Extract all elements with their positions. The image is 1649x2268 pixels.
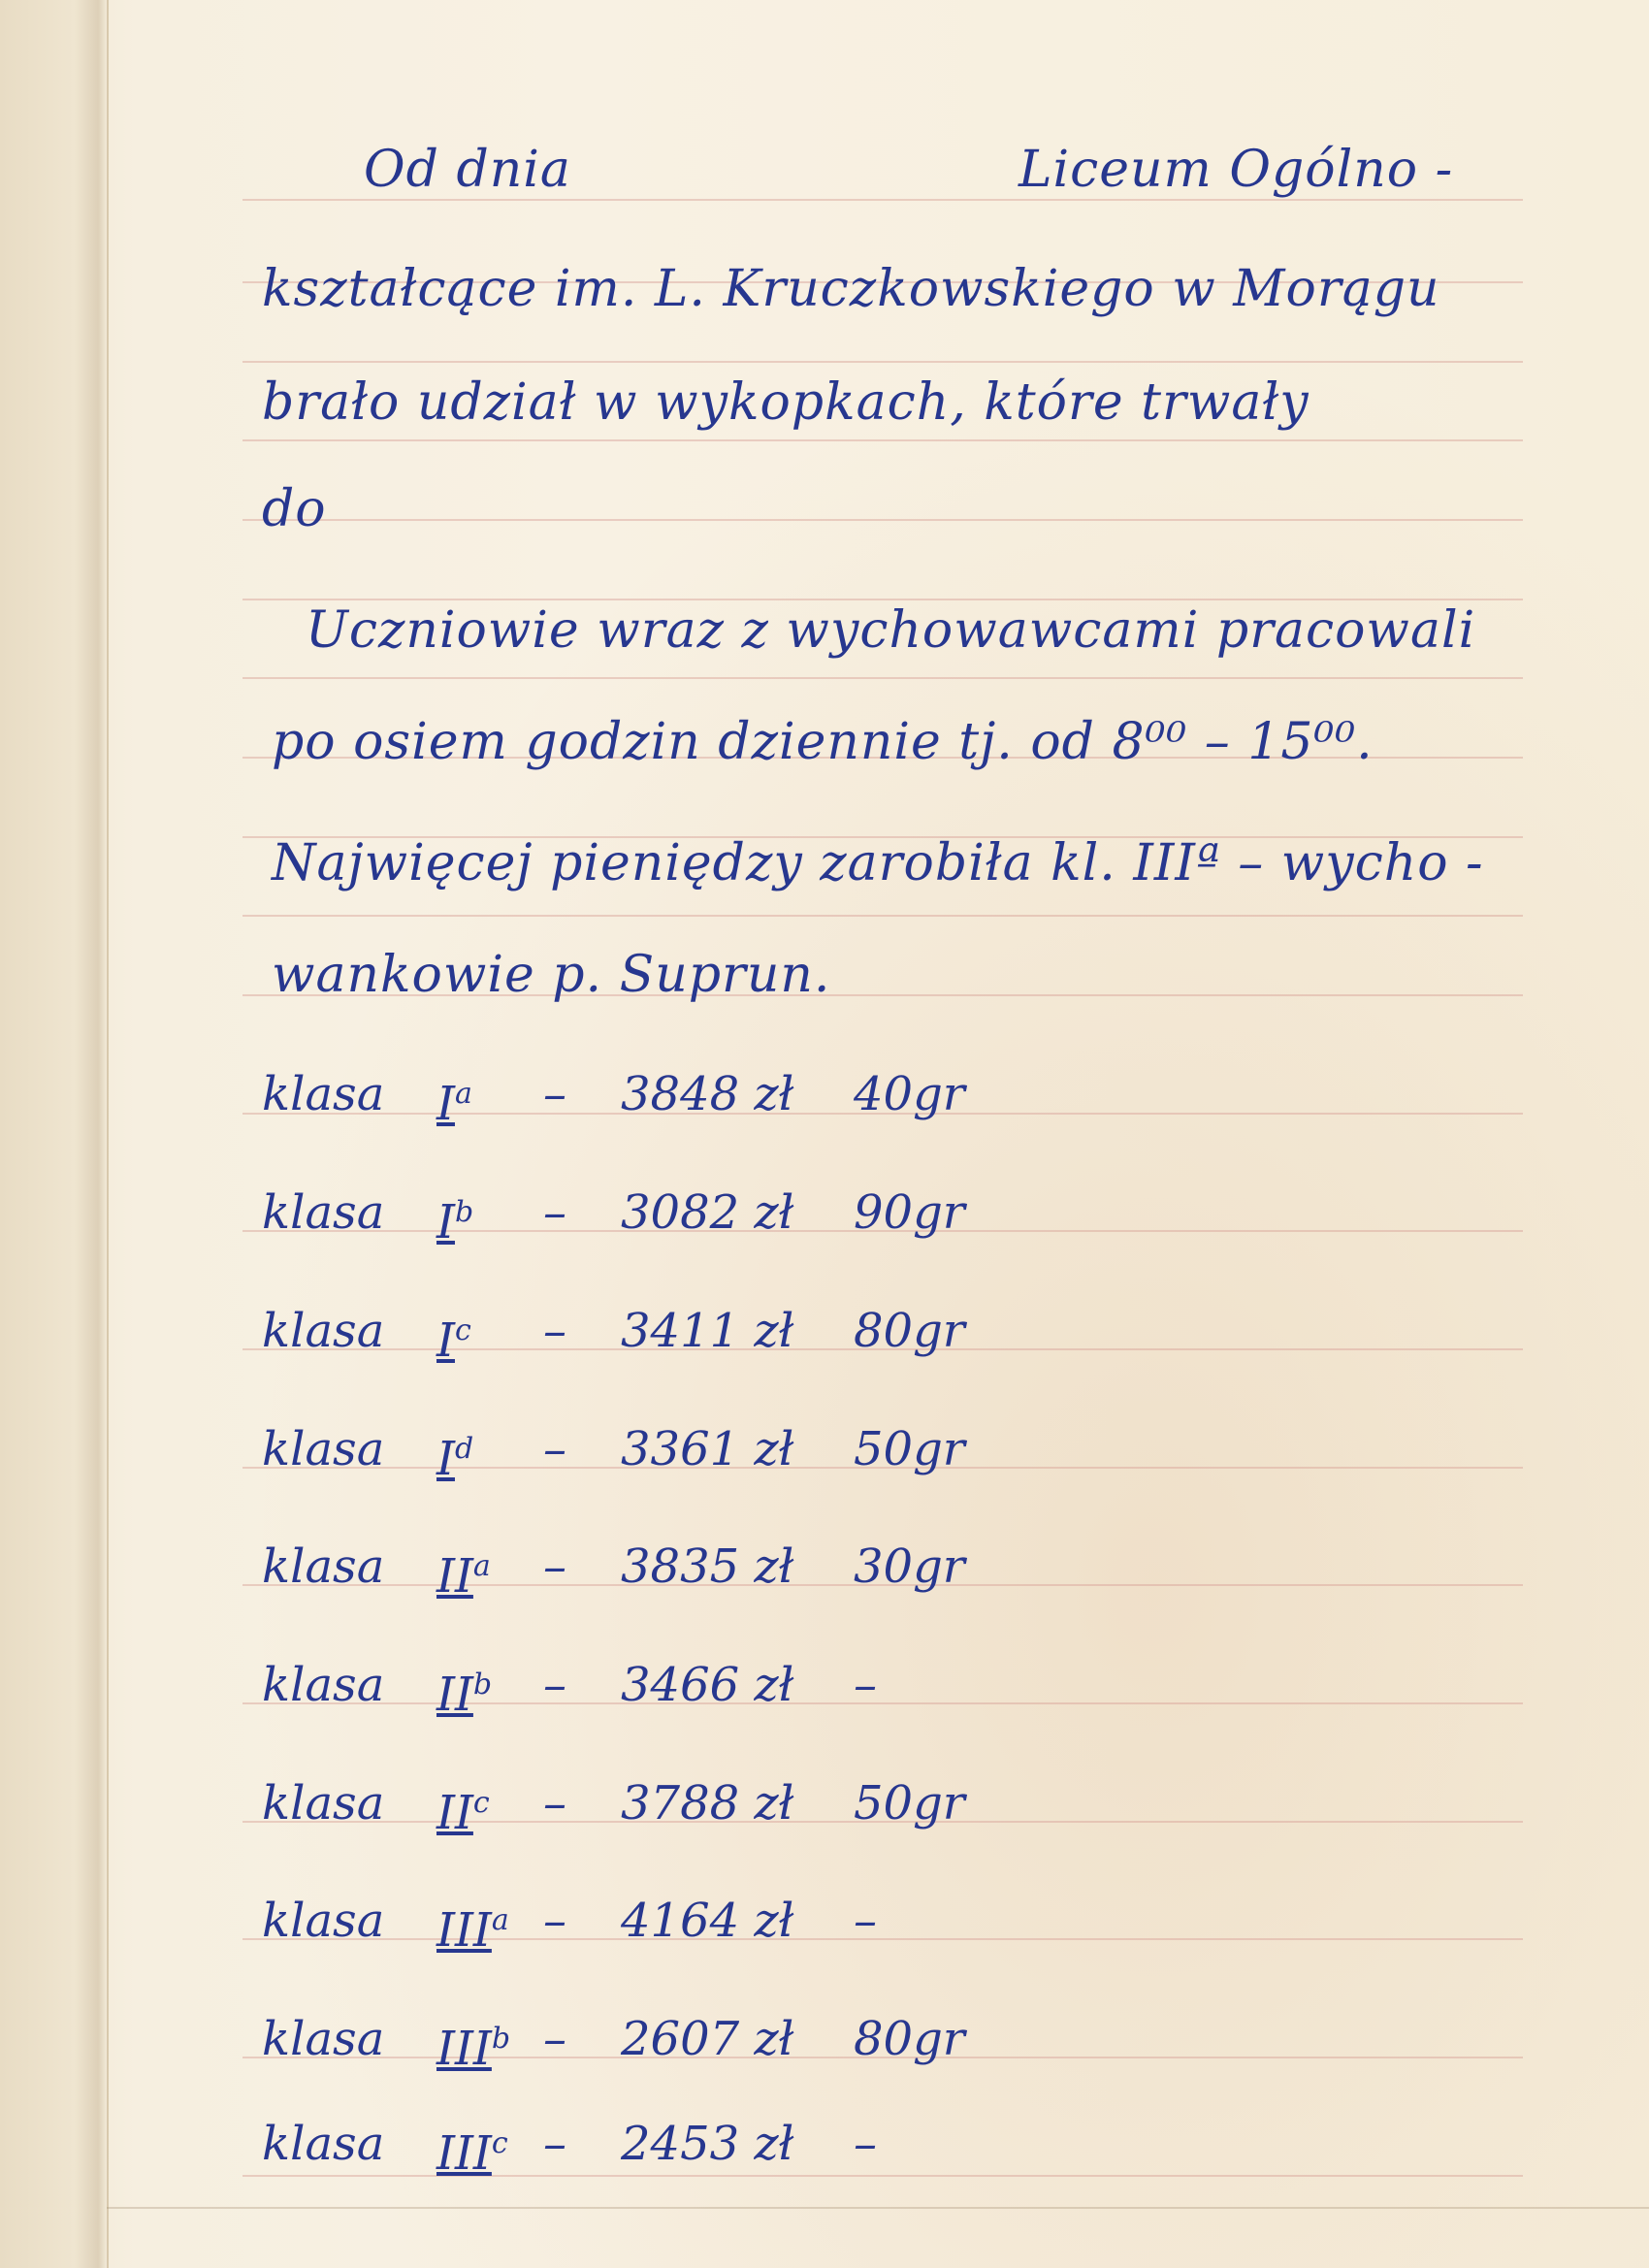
row-dash: –	[543, 1422, 566, 1476]
row-grosze: –	[854, 2117, 877, 2171]
para1-line4: do	[262, 480, 327, 538]
ruled-line	[242, 677, 1523, 679]
page-bottom-edge	[107, 2207, 1649, 2209]
para1-line1-left: Od dnia	[364, 141, 571, 199]
row-zloty: 3082 zł	[621, 1185, 794, 1240]
ruled-line	[242, 2175, 1523, 2177]
row-zloty: 2607 zł	[621, 2012, 794, 2066]
row-label: klasa	[262, 2012, 385, 2066]
row-label: klasa	[262, 1539, 385, 1594]
row-grosze: –	[854, 1894, 877, 1948]
row-zloty: 3835 zł	[621, 1539, 794, 1594]
row-dash: –	[543, 2012, 566, 2066]
row-grosze: 40gr	[854, 1067, 965, 1121]
para1-line3: brało udział w wykopkach, które trwały	[262, 373, 1310, 432]
row-zloty: 3361 zł	[621, 1422, 794, 1476]
row-grosze: 30gr	[854, 1539, 965, 1594]
row-label: klasa	[262, 1776, 385, 1831]
ruled-line	[242, 439, 1523, 441]
row-zloty: 4164 zł	[621, 1894, 794, 1948]
row-dash: –	[543, 1658, 566, 1712]
ruled-line	[242, 1938, 1523, 1940]
row-dash: –	[543, 1776, 566, 1831]
row-label: klasa	[262, 1894, 385, 1948]
row-dash: –	[543, 1067, 566, 1121]
para2-line4: wankowie p. Suprun.	[272, 946, 831, 1004]
para2-line3: Najwięcej pieniędzy zarobiła kl. IIIª – wycho -	[272, 834, 1484, 892]
row-class: III$^c$	[436, 2126, 508, 2181]
row-label: klasa	[262, 1067, 385, 1121]
row-class: $I^d$	[436, 1432, 474, 1486]
row-class: $II^c$	[436, 1786, 490, 1840]
row-label: klasa	[262, 1658, 385, 1712]
ruled-line	[242, 199, 1523, 201]
row-label: klasa	[262, 1185, 385, 1240]
row-grosze: 90gr	[854, 1185, 965, 1240]
para1-line2: kształcące im. L. Kruczkowskiego w Morągu	[262, 260, 1440, 318]
row-class: $I^c$	[436, 1313, 471, 1368]
row-zloty: 3848 zł	[621, 1067, 794, 1121]
ruled-line	[242, 519, 1523, 521]
row-class: $I^a$	[436, 1077, 472, 1131]
row-dash: –	[543, 1304, 566, 1358]
row-dash: –	[543, 1894, 566, 1948]
row-grosze: 50gr	[854, 1422, 965, 1476]
page-gutter	[0, 0, 109, 2268]
row-grosze: 50gr	[854, 1776, 965, 1831]
row-class: $II^b$	[436, 1668, 493, 1722]
ruled-line	[242, 599, 1523, 600]
para1-line1-right: Liceum Ogólno -	[1018, 141, 1454, 199]
para2-line2: po osiem godzin dziennie tj. od 8⁰⁰ – 15⁰⁰.	[272, 713, 1374, 771]
row-zloty: 3466 zł	[621, 1658, 794, 1712]
row-class: III$^b$	[436, 2022, 511, 2076]
row-dash: –	[543, 1539, 566, 1594]
row-class: III$^a$	[436, 1903, 509, 1958]
row-dash: –	[543, 1185, 566, 1240]
row-grosze: 80gr	[854, 1304, 965, 1358]
row-class: $II^a$	[436, 1549, 491, 1604]
ruled-line	[242, 915, 1523, 917]
row-dash: –	[543, 2117, 566, 2171]
row-grosze: 80gr	[854, 2012, 965, 2066]
row-label: klasa	[262, 2117, 385, 2171]
row-class: $I^b$	[436, 1195, 474, 1249]
row-label: klasa	[262, 1422, 385, 1476]
row-zloty: 3411 zł	[621, 1304, 794, 1358]
row-label: klasa	[262, 1304, 385, 1358]
row-zloty: 3788 zł	[621, 1776, 794, 1831]
row-zloty: 2453 zł	[621, 2117, 794, 2171]
ruled-line	[242, 361, 1523, 363]
row-grosze: –	[854, 1658, 877, 1712]
ruled-line	[242, 1702, 1523, 1704]
para2-line1: Uczniowie wraz z wychowawcami pracowali	[306, 601, 1476, 660]
